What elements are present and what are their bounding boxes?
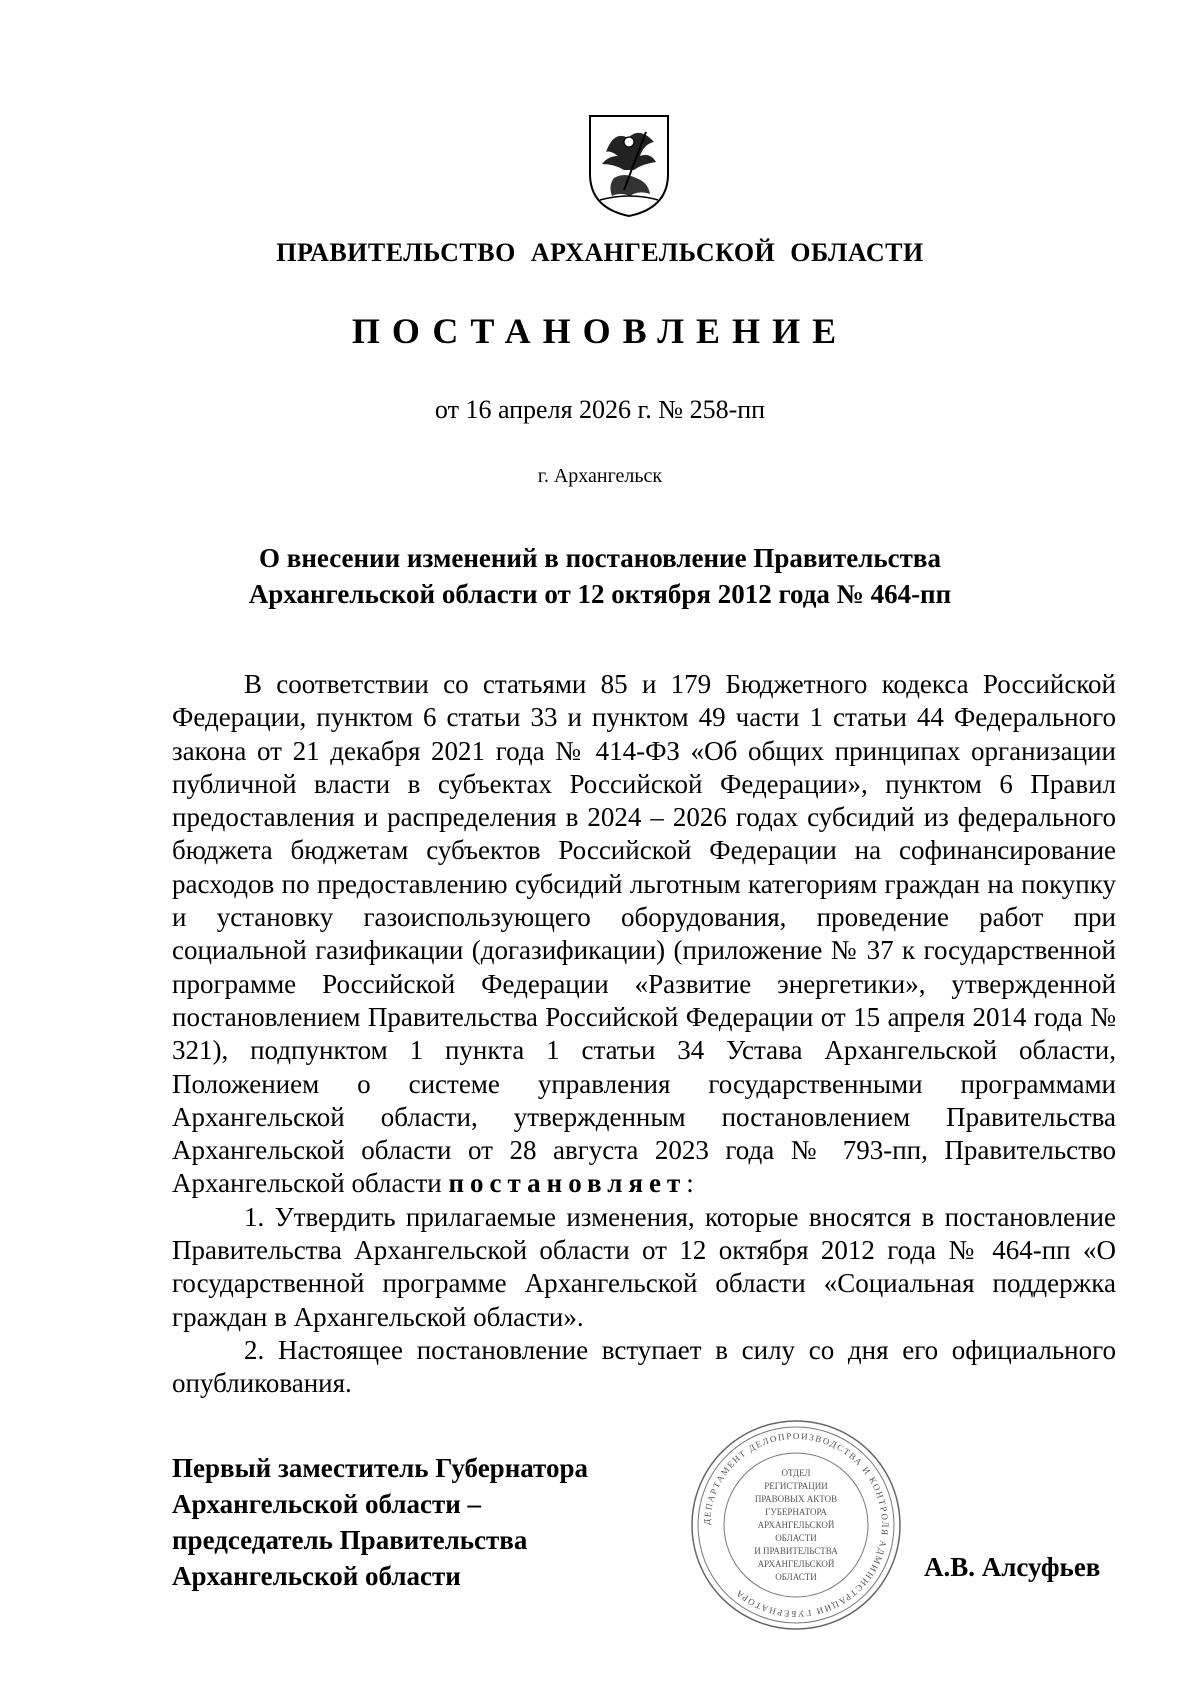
preamble-text: В соответствии со статьями 85 и 179 Бюджетного кодекса Российской Федерации, пунктом 6 статьи 33 и пунктом 49 части 1 статьи 44 Федерального закона от 21 декабря 2021 года № 414-ФЗ «Об общих принципах организации публичной власти в субъектах Российской Федерации», пунктом 6 Правил предоставления и распределения в 2024 – 2026 годах субсидий из федерального бюджета бюджетам субъектов Российской Федерации на софинансирование расходов по предоставлению субсидий льготным категориям граждан на покупку и установку газоиспользующего оборудования, проведение работ при социальной газификации (догазификации) (приложение № 37 к государственной программе Российской Федерации «Развитие энергетики», утвержденной постановлением Правительства Российской Федерации от 15 апреля 2014 года № 321), подпунктом 1 пункта 1 статьи 34 Устава Архангельской области, Положением о системе управления государственными программами Архангельской области, утвержденным постановлением Правительства Архангельской области от 28 августа 2023 года № 793-пп, Правительство Архангельской области [172,669,1116,1199]
date-and-number: от 16 апреля 2026 г. № 258-пп [434,395,766,424]
heading-line-1: О внесении изменений в постановление Правительства [259,543,941,573]
decree-colon: : [686,1168,694,1199]
signatory-name: А.В. Алсуфьев [924,1552,1101,1582]
stamp-center-line: АРХАНГЕЛЬСКОЙ [757,1559,835,1569]
stamp-center-line: ПРАВОВЫХ АКТОВ [754,1494,838,1504]
position-line-2: Архангельской области – [172,1489,482,1519]
stamp-center-line: ОТДЕЛ [781,1468,811,1478]
stamp-center-line: ОБЛАСТИ [775,1533,817,1543]
item-1-paragraph: 1. Утвердить прилагаемые изменения, которые вносятся в постановление Правительства Архангельской области от 12 октября 2012 года № 464-пп «О государственной программе Архангельской области «Социальная поддержка граждан в Архангельской области». [172,1201,1116,1332]
stamp-center-line: РЕГИСТРАЦИИ [764,1481,828,1491]
stamp-center-line: ГУБЕРНАТОРА [765,1507,827,1517]
organization-title: ПРАВИТЕЛЬСТВО АРХАНГЕЛЬСКОЙ ОБЛАСТИ [276,238,924,267]
coat-of-arms-icon [584,112,674,220]
item-2-paragraph: 2. Настоящее постановление вступает в силу со дня его официального опубликования. [172,1334,1116,1399]
heading-line-2: Архангельской области от 12 октября 2012 года № 464-пп [248,579,952,609]
stamp-center-line: АРХАНГЕЛЬСКОЙ [757,1520,835,1530]
signatory-position [172,1450,588,1594]
city: г. Архангельск [537,465,663,487]
official-stamp [686,1415,906,1635]
svg-text:ДЕПАРТАМЕНТ ДЕЛОПРОИЗВОДСТВА И: ДЕПАРТАМЕНТ ДЕЛОПРОИЗВОДСТВА И КОНТРОЛЯ АДМИНИСТРАЦИИ ГУБЕРНАТОРА [701,1430,891,1620]
document-body [172,668,1116,1401]
decree-word: постановляет [448,1168,687,1199]
stamp-center-line: ОБЛАСТИ [775,1572,817,1582]
position-line-4: Архангельской области [172,1561,461,1591]
preamble-paragraph [172,668,1116,1201]
document-type: ПОСТАНОВЛЕНИЕ [351,311,849,351]
stamp-center-line: И ПРАВИТЕЛЬСТВА [754,1546,838,1556]
document-heading [150,540,1050,612]
position-line-1: Первый заместитель Губернатора [172,1453,588,1483]
position-line-3: председатель Правительства [172,1525,528,1555]
